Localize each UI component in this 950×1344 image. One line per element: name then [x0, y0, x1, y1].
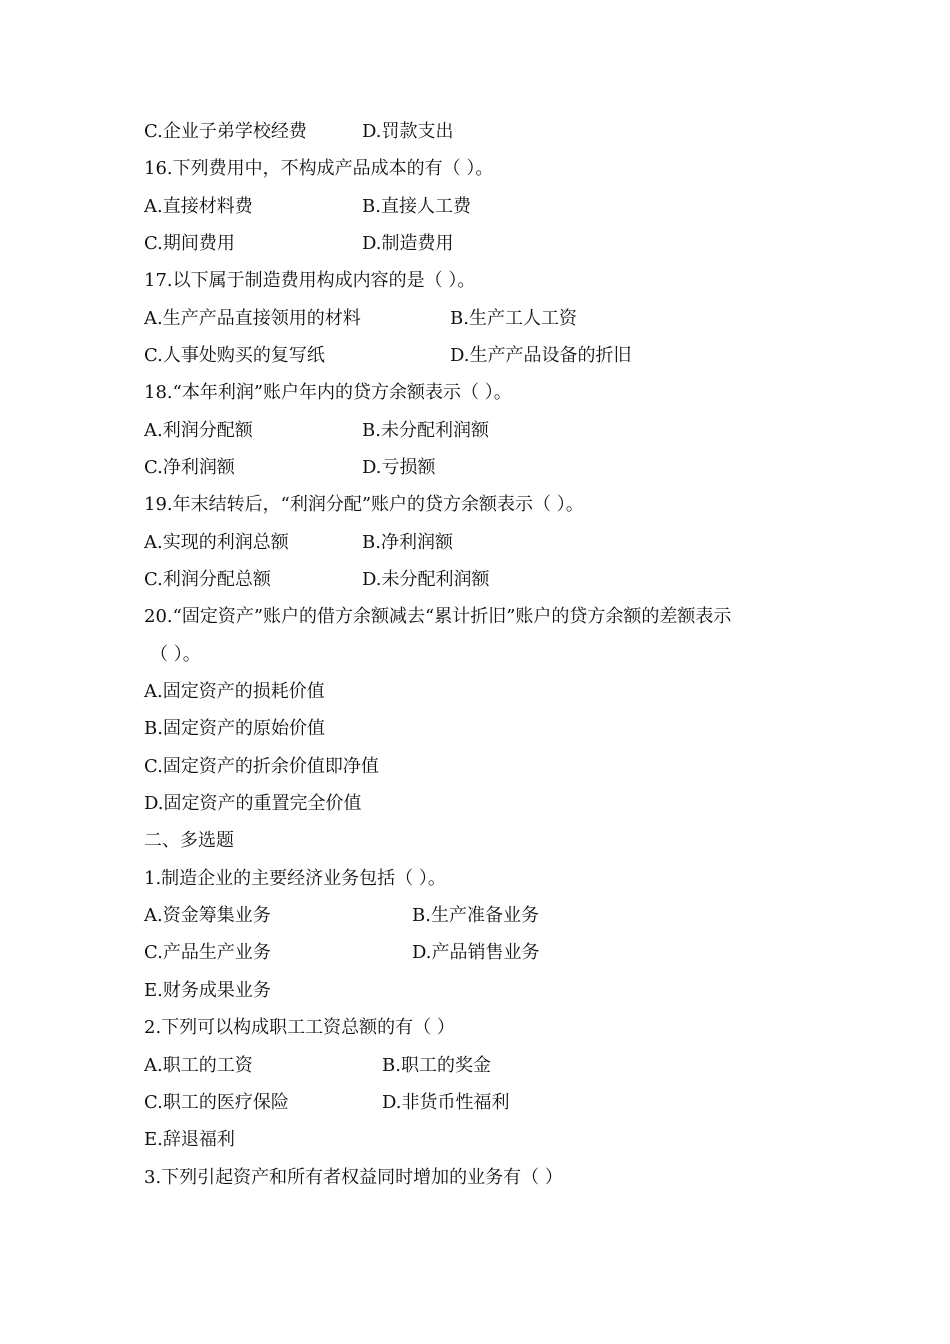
option-b: B.未分配利润额 — [362, 420, 489, 441]
question-16: 16.下列费用中，不构成产品成本的有（ ）。 — [144, 158, 494, 179]
option-a: A.生产产品直接领用的材料 — [144, 308, 361, 329]
option-e: E.辞退福利 — [144, 1129, 235, 1150]
question-18: 18.“本年利润”账户年内的贷方余额表示（ ）。 — [144, 382, 512, 403]
option-c: C.产品生产业务 — [144, 942, 271, 963]
option-a: A.利润分配额 — [144, 420, 253, 441]
option-e: E.财务成果业务 — [144, 980, 271, 1001]
option-b: B.生产工人工资 — [450, 308, 577, 329]
option-b: B.生产准备业务 — [412, 905, 539, 926]
question-1: 1.制造企业的主要经济业务包括（ ）。 — [144, 868, 446, 889]
option-c: C.净利润额 — [144, 457, 235, 478]
option-d: D.非货币性福利 — [382, 1092, 510, 1113]
option-b: B.净利润额 — [362, 532, 453, 553]
option-a: A.固定资产的损耗价值 — [144, 681, 325, 702]
option-c: C.利润分配总额 — [144, 569, 271, 590]
question-2: 2.下列可以构成职工工资总额的有（ ） — [144, 1017, 455, 1038]
option-d: D.产品销售业务 — [412, 942, 540, 963]
option-b: B.固定资产的原始价值 — [144, 718, 325, 739]
option-b: B.职工的奖金 — [382, 1055, 491, 1076]
question-20: 20.“固定资产”账户的借方余额减去“累计折旧”账户的贷方余额的差额表示 — [144, 606, 732, 627]
question-19: 19.年末结转后，“利润分配”账户的贷方余额表示（ ）。 — [144, 494, 584, 515]
option-a: A.资金筹集业务 — [144, 905, 271, 926]
option-a: A.实现的利润总额 — [144, 532, 289, 553]
option-c: C.固定资产的折余价值即净值 — [144, 756, 379, 777]
option-d: D.亏损额 — [362, 457, 436, 478]
option-a: A.直接材料费 — [144, 196, 253, 217]
option-d: D.未分配利润额 — [362, 569, 490, 590]
option-d: D.罚款支出 — [362, 121, 454, 142]
option-d: D.制造费用 — [362, 233, 454, 254]
question-20-blank: （ ）。 — [150, 644, 201, 665]
option-d: D.生产产品设备的折旧 — [450, 345, 632, 366]
section-heading: 二、多选题 — [144, 830, 234, 851]
option-a: A.职工的工资 — [144, 1055, 253, 1076]
option-d: D.固定资产的重置完全价值 — [144, 793, 362, 814]
option-b: B.直接人工费 — [362, 196, 471, 217]
option-c: C.企业子弟学校经费 — [144, 121, 307, 142]
question-3: 3.下列引起资产和所有者权益同时增加的业务有（ ） — [144, 1167, 563, 1188]
option-c: C.职工的医疗保险 — [144, 1092, 289, 1113]
question-17: 17.以下属于制造费用构成内容的是（ ）。 — [144, 270, 476, 291]
option-c: C.人事处购买的复写纸 — [144, 345, 325, 366]
option-c: C.期间费用 — [144, 233, 235, 254]
